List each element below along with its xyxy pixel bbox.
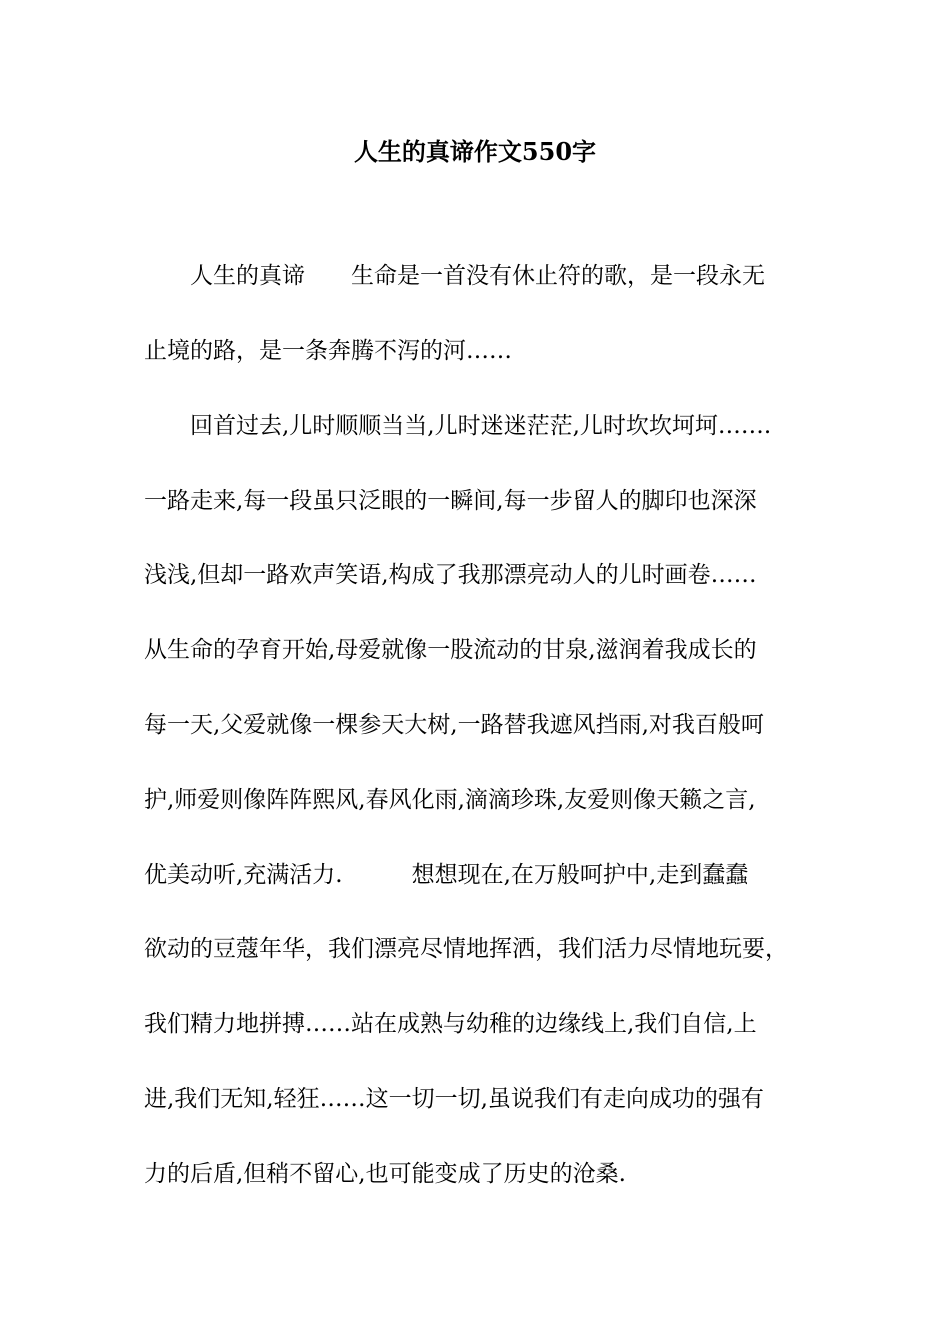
- body-line-12: 进,我们无知,轻狂……这一切一切,虽说我们有走向成功的强有: [144, 1086, 764, 1112]
- body-line-3: 回首过去,儿时顺顺当当,儿时迷迷茫茫,儿时坎坎坷坷…….: [144, 413, 772, 439]
- document-title: 人生的真谛作文550字: [353, 137, 597, 166]
- body-line-8: 护,师爱则像阵阵熙风,春风化雨,滴滴珍珠,友爱则像天籁之言,: [144, 787, 756, 813]
- body-line-2: 止境的路，是一条奔腾不泻的河……: [144, 338, 512, 364]
- body-line-1: 人生的真谛 生命是一首没有休止符的歌，是一段永无: [144, 263, 765, 289]
- body-line-10: 欲动的豆蔻年华，我们漂亮尽情地挥洒，我们活力尽情地玩要，: [144, 936, 788, 962]
- body-line-6: 从生命的孕育开始,母爱就像一股流动的甘泉,滋润着我成长的: [144, 637, 757, 663]
- body-line-7: 每一天,父爱就像一棵参天大树,一路替我遮风挡雨,对我百般呵: [144, 712, 764, 738]
- body-line-4: 一路走来,每一段虽只泛眼的一瞬间,每一步留人的脚印也深深: [144, 488, 757, 514]
- body-line-11: 我们精力地拼搏……站在成熟与幼稚的边缘线上,我们自信,上: [144, 1011, 757, 1037]
- body-line-5: 浅浅,但却一路欢声笑语,构成了我那漂亮动人的儿时画卷……: [144, 562, 757, 588]
- body-line-13: 力的后盾,但稍不留心,也可能变成了历史的沧桑.: [144, 1161, 626, 1187]
- body-line-9: 优美动听,充满活力. 想想现在,在万般呵护中,走到蠢蠢: [144, 862, 749, 888]
